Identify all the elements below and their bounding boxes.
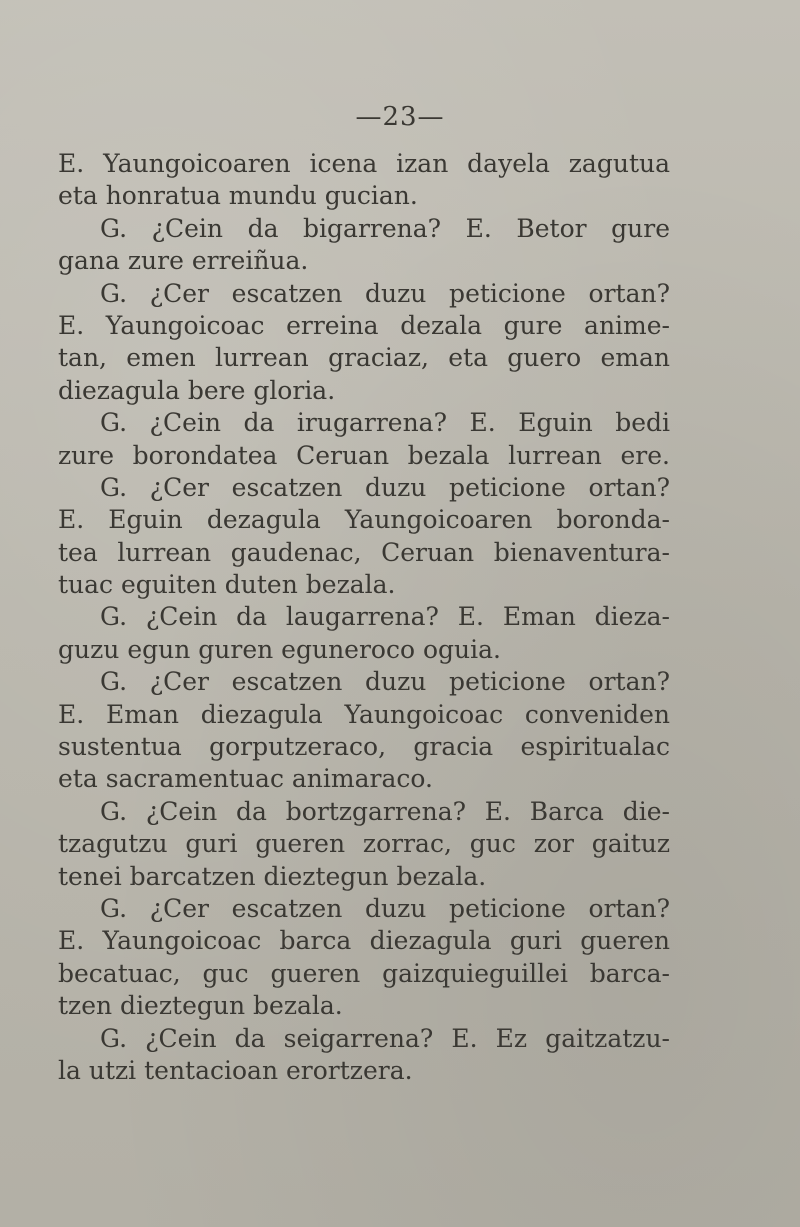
text-line: E. Eguin dezagula Yaungoicoaren boronda- xyxy=(58,505,670,535)
page-number: —23— xyxy=(355,102,445,132)
text-line: tuac eguiten duten bezala. xyxy=(58,570,396,600)
text-line: E. Eman diezagula Yaungoicoac conveniden xyxy=(58,699,670,729)
text-line: tzagutzu guri gueren zorrac, guc zor gaituz xyxy=(58,829,670,859)
text-line: G. ¿Cein da bortzgarrena? E. Barca die- xyxy=(100,796,670,826)
text-line: sustentua gorputzeraco, gracia espiritualac xyxy=(58,732,670,762)
text-line: G. ¿Cer escatzen duzu peticione ortan? xyxy=(100,667,670,697)
text-line: eta honratua mundu gucian. xyxy=(58,181,418,211)
text-line: G. ¿Cer escatzen duzu peticione ortan? xyxy=(100,893,670,923)
text-line: E. Yaungoicoaren icena izan dayela zagutua xyxy=(58,149,670,178)
text-line: zure borondatea Ceruan bezala lurrean ere. xyxy=(58,440,670,470)
text-line: tzen dieztegun bezala. xyxy=(58,991,343,1021)
text-line: E. Yaungoicoac barca diezagula guri gueren xyxy=(58,926,670,956)
text-line: G. ¿Cein da irugarrena? E. Eguin bedi xyxy=(100,408,670,438)
text-line: la utzi tentacioan erortzera. xyxy=(58,1055,413,1085)
text-line: E. Yaungoicoac erreina dezala gure anime- xyxy=(58,310,670,340)
text-line: tea lurrean gaudenac, Ceruan bienaventura- xyxy=(58,537,670,567)
text-line: gana zure erreiñua. xyxy=(58,246,309,276)
text-line: guzu egun guren egunerоco oguia. xyxy=(58,634,501,664)
text-line: G. ¿Cein da laugarrena? E. Eman dieza- xyxy=(100,602,670,632)
text-line: eta sacramentuac animaraco. xyxy=(58,764,433,794)
body-text xyxy=(58,148,670,1087)
text-line: G. ¿Cein da bigarrena? E. Betor gure xyxy=(100,213,670,243)
text-line: diezagula bere gloria. xyxy=(58,375,336,405)
text-line: G. ¿Cein da seigarrena? E. Ez gaitzatzu- xyxy=(100,1023,670,1053)
text-line: G. ¿Cer escatzen duzu peticione ortan? xyxy=(100,472,670,502)
text-line: tan, emen lurrean graciaz, eta guero eman xyxy=(58,343,670,373)
text-line: G. ¿Cer escatzen duzu peticione ortan? xyxy=(100,278,670,308)
text-line: tenei barcatzen dieztegun bezala. xyxy=(58,861,487,891)
text-line: becatuac, guc gueren gaizquieguillei barca- xyxy=(58,958,670,988)
